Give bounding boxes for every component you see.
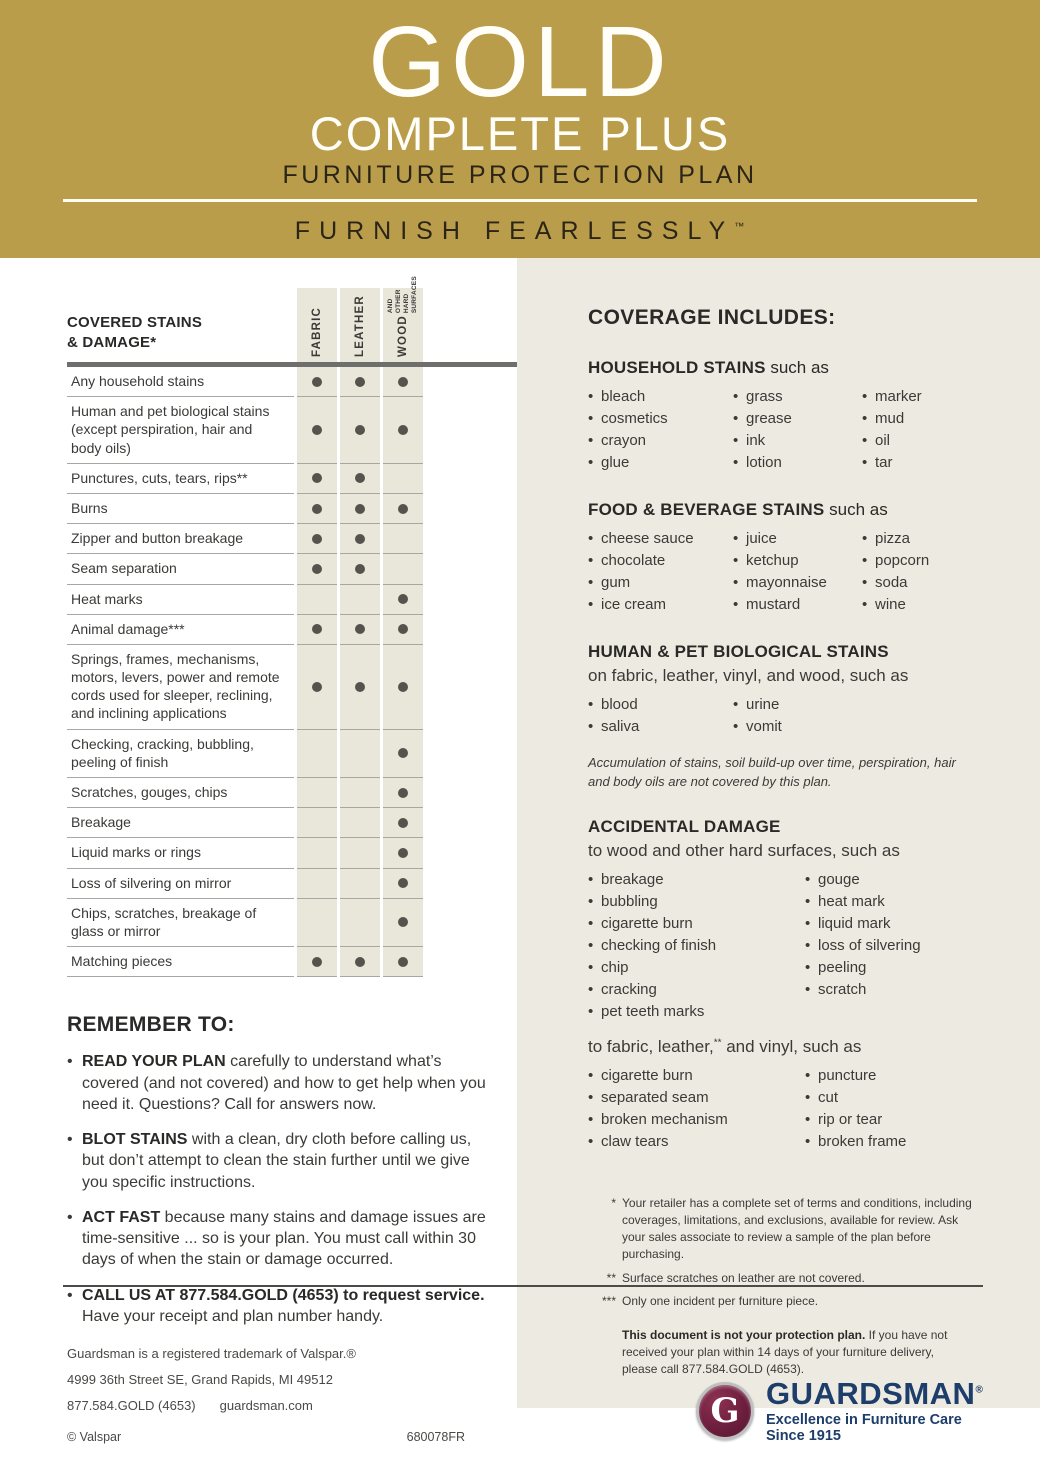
- guardsman-logo: [696, 1375, 1000, 1444]
- guardsman-wordmark: GUARDSMAN® Excellence in Furniture Care Since 1915: [766, 1378, 1000, 1444]
- list-item: • gum: [588, 572, 733, 594]
- plan-title: GOLD: [368, 6, 672, 118]
- coverage-dot: [312, 504, 322, 514]
- wood-cell: [383, 838, 423, 868]
- list-item: • glue: [588, 452, 733, 474]
- accidental-fabric-list: [588, 1065, 1000, 1153]
- table-row: [67, 397, 517, 464]
- list-item: • vomit: [733, 716, 1000, 738]
- table-row: [67, 464, 517, 494]
- copyright: © Valspar: [67, 1430, 122, 1445]
- table-row-label: Zipper and button breakage: [67, 524, 294, 554]
- table-row: [67, 615, 517, 645]
- table-row: [67, 838, 517, 868]
- coverage-dot: [355, 534, 365, 544]
- fabric-cell: [297, 367, 337, 397]
- wood-cell: [383, 808, 423, 838]
- coverage-heading: COVERAGE INCLUDES:: [588, 306, 836, 329]
- fabric-cell: [297, 808, 337, 838]
- table-header: [67, 276, 517, 362]
- list-item: • oil: [862, 430, 1000, 452]
- column-header-leather: LEATHER: [340, 288, 380, 362]
- list-item: • ketchup: [733, 550, 862, 572]
- household-stains-list: [588, 386, 1000, 474]
- fabric-cell: [297, 947, 337, 977]
- list-item: • wine: [862, 594, 1000, 616]
- remember-item: [67, 1051, 487, 1115]
- list-item: • scratch: [805, 979, 1000, 1001]
- trademark-symbol: ™: [734, 221, 746, 233]
- list-item: • bubbling: [588, 891, 805, 913]
- fabric-cell: [297, 585, 337, 615]
- list-item: • crayon: [588, 430, 733, 452]
- household-stains-section: [588, 358, 1000, 474]
- tagline-text: FURNISH FEARLESSLY: [294, 217, 735, 245]
- food-beverage-section: [588, 500, 1000, 616]
- table-body: [67, 367, 517, 977]
- table-row: [67, 730, 517, 778]
- table-row-label: Heat marks: [67, 585, 294, 615]
- footnote: [588, 1270, 980, 1287]
- fabric-cell: [297, 838, 337, 868]
- leather-cell: [340, 524, 380, 554]
- list-item: • ice cream: [588, 594, 733, 616]
- fabric-cell: [297, 730, 337, 778]
- coverage-dot: [312, 473, 322, 483]
- list-item: • liquid mark: [805, 913, 1000, 935]
- address-line: 4999 36th Street SE, Grand Rapids, MI 49512: [67, 1372, 333, 1388]
- list-item: • cheese sauce: [588, 528, 733, 550]
- remember-heading: REMEMBER TO:: [67, 1013, 235, 1037]
- table-row: [67, 869, 517, 899]
- wood-sub-label: AND OTHER HARD SURFACES: [387, 276, 418, 314]
- coverage-dot: [312, 682, 322, 692]
- wood-cell: [383, 524, 423, 554]
- list-item: • popcorn: [862, 550, 1000, 572]
- wood-cell: [383, 947, 423, 977]
- brand-slogan: Excellence in Furniture Care Since 1915: [766, 1411, 962, 1444]
- list-item: • chocolate: [588, 550, 733, 572]
- leather-cell: [340, 615, 380, 645]
- list-item: • gouge: [805, 869, 1000, 891]
- footnote-text: Only one incident per furniture piece.: [622, 1294, 819, 1309]
- list-item: • grass: [733, 386, 862, 408]
- list-item: • cracking: [588, 979, 805, 1001]
- plan-disclaimer: This document is not your protection plan. If you have not received your plan within 14 days of your furniture delivery, please call 877.584.GOLD (4653).: [622, 1328, 948, 1376]
- table-row: [67, 808, 517, 838]
- biological-stains-heading: HUMAN & PET BIOLOGICAL STAINS: [588, 642, 889, 662]
- leather-cell: [340, 730, 380, 778]
- table-row-label: Scratches, gouges, chips: [67, 778, 294, 808]
- footer-bottom-row: [67, 1425, 465, 1450]
- coverage-dot: [398, 682, 408, 692]
- list-item: • ink: [733, 430, 862, 452]
- list-item: • cut: [805, 1087, 1000, 1109]
- accidental-wood-subtitle: to wood and other hard surfaces, such as: [588, 840, 900, 860]
- covered-stains-table: [67, 276, 517, 977]
- table-row: [67, 899, 517, 947]
- household-stains-heading: HOUSEHOLD STAINS such as: [588, 358, 829, 377]
- table-row-label: Breakage: [67, 808, 294, 838]
- table-row: [67, 585, 517, 615]
- list-item: • broken frame: [805, 1131, 1000, 1153]
- table-row-label: Matching pieces: [67, 947, 294, 977]
- wood-cell: [383, 615, 423, 645]
- coverage-dot: [398, 624, 408, 634]
- coverage-dot: [398, 878, 408, 888]
- list-item: • claw tears: [588, 1131, 805, 1153]
- fabric-cell: [297, 464, 337, 494]
- table-row: [67, 554, 517, 584]
- table-row-label: Liquid marks or rings: [67, 838, 294, 868]
- food-beverage-heading: FOOD & BEVERAGE STAINS such as: [588, 500, 888, 520]
- footer-right: [588, 1375, 1000, 1466]
- masthead: [0, 0, 1040, 258]
- list-item: • pizza: [862, 528, 1000, 550]
- wood-cell: [383, 397, 423, 464]
- accidental-wood-list: [588, 869, 1000, 1023]
- table-title: [67, 313, 294, 362]
- table-row-label: Loss of silvering on mirror: [67, 869, 294, 899]
- coverage-dot: [398, 818, 408, 828]
- fabric-cell: [297, 615, 337, 645]
- coverage-dot: [398, 788, 408, 798]
- leather-cell: [340, 645, 380, 730]
- list-item: • bleach: [588, 386, 733, 408]
- table-row-label: Burns: [67, 494, 294, 524]
- food-beverage-list: [588, 528, 1000, 616]
- table-row-label: Any household stains: [67, 367, 294, 397]
- list-item: • heat mark: [805, 891, 1000, 913]
- list-item: • grease: [733, 408, 862, 430]
- remember-item-lead: READ YOUR PLAN: [82, 1053, 226, 1071]
- table-row-label: Chips, scratches, breakage of glass or mirror: [67, 899, 294, 947]
- list-item: • mud: [862, 408, 1000, 430]
- accidental-fabric-subtitle: to fabric, leather,** and vinyl, such as: [588, 1037, 862, 1057]
- table-row-label: Seam separation: [67, 554, 294, 584]
- footnote-text: Surface scratches on leather are not covered.: [622, 1270, 865, 1285]
- table-row-label: Checking, cracking, bubbling, peeling of finish: [67, 730, 294, 778]
- coverage-dot: [398, 748, 408, 758]
- remember-item-text: Have your receipt and plan number handy.: [82, 1307, 384, 1325]
- remember-item-text: because many stains and damage issues are time-sensitive ... so is your plan. You must call within 30 days of when the stain or damage occurred.: [82, 1208, 486, 1269]
- wood-cell: [383, 869, 423, 899]
- list-item: • breakage: [588, 869, 805, 891]
- list-item: • marker: [862, 386, 1000, 408]
- masthead-divider: [63, 199, 977, 202]
- coverage-dot: [312, 564, 322, 574]
- remember-item: [67, 1207, 487, 1271]
- remember-section: [67, 1013, 487, 1341]
- column-header-fabric: FABRIC: [297, 288, 337, 362]
- list-item: • rip or tear: [805, 1109, 1000, 1131]
- list-item: • peeling: [805, 957, 1000, 979]
- double-asterisk: **: [713, 1037, 722, 1049]
- left-column: [0, 258, 517, 1445]
- accumulation-note: Accumulation of stains, soil build-up over time, perspiration, hair and body oils are not covered by this plan.: [588, 755, 956, 789]
- fabric-cell: [297, 778, 337, 808]
- list-item: • urine: [733, 694, 1000, 716]
- list-item: • chip: [588, 957, 805, 979]
- footnote-mark: *: [611, 1196, 616, 1211]
- wood-cell: [383, 464, 423, 494]
- list-item: • cigarette burn: [588, 913, 805, 935]
- plan-line: FURNITURE PROTECTION PLAN: [282, 161, 758, 189]
- fabric-cell: [297, 524, 337, 554]
- table-row-label: Springs, frames, mechanisms, motors, levers, power and remote cords used for sleeper, reclining, and inclining applications: [67, 645, 294, 730]
- wood-cell: [383, 367, 423, 397]
- wood-cell: [383, 899, 423, 947]
- footnote: [588, 1195, 980, 1262]
- table-row-label: Punctures, cuts, tears, rips**: [67, 464, 294, 494]
- coverage-dot: [312, 425, 322, 435]
- biological-stains-list: [588, 694, 1000, 738]
- coverage-dot: [398, 848, 408, 858]
- fabric-cell: [297, 645, 337, 730]
- table-title-line1: COVERED STAINS: [67, 314, 203, 331]
- coverage-dot: [355, 473, 365, 483]
- content-area: [0, 258, 1040, 1445]
- remember-item-lead: CALL US AT 877.584.GOLD (4653) to request service.: [82, 1286, 485, 1304]
- leather-cell: [340, 869, 380, 899]
- footnote-mark: **: [606, 1270, 616, 1285]
- registered-symbol: ®: [975, 1384, 984, 1396]
- list-item: • loss of silvering: [805, 935, 1000, 957]
- list-item: • cosmetics: [588, 408, 733, 430]
- fabric-cell: [297, 554, 337, 584]
- document-code: 680078FR: [406, 1430, 465, 1445]
- footer-divider: [63, 1285, 983, 1287]
- coverage-dot: [355, 957, 365, 967]
- footer-left: [67, 1341, 467, 1466]
- leather-cell: [340, 494, 380, 524]
- remember-item: [67, 1129, 487, 1193]
- accidental-damage-heading: ACCIDENTAL DAMAGE: [588, 816, 781, 836]
- list-item: • tar: [862, 452, 1000, 474]
- column-header-wood: WOOD AND OTHER HARD SURFACES: [383, 288, 423, 362]
- coverage-dot: [312, 534, 322, 544]
- guardsman-badge-icon: G: [696, 1382, 754, 1440]
- leather-cell: [340, 899, 380, 947]
- remember-item-lead: BLOT STAINS: [82, 1131, 188, 1149]
- list-item: • lotion: [733, 452, 862, 474]
- table-title-line2: & DAMAGE*: [67, 333, 157, 351]
- footnote-text: Your retailer has a complete set of terms and conditions, including coverages, limitations, and exclusions, available for review. Ask your sales associate to review a sample of the plan before purchasing.: [622, 1196, 972, 1261]
- leather-cell: [340, 947, 380, 977]
- biological-stains-section: [588, 642, 1000, 790]
- coverage-dot: [398, 957, 408, 967]
- table-row-label: Human and pet biological stains (except perspiration, hair and body oils): [67, 397, 294, 464]
- wood-cell: [383, 778, 423, 808]
- coverage-dot: [398, 594, 408, 604]
- list-item: • separated seam: [588, 1087, 805, 1109]
- table-row: [67, 645, 517, 730]
- leather-cell: [340, 838, 380, 868]
- coverage-dot: [312, 377, 322, 387]
- website: guardsman.com: [219, 1398, 313, 1414]
- list-item: • juice: [733, 528, 862, 550]
- remember-item-text: carefully to understand what’s covered (and not covered) and how to get help when you need it. Questions? Call for answers now.: [82, 1053, 486, 1113]
- fabric-cell: [297, 899, 337, 947]
- coverage-dot: [312, 957, 322, 967]
- footnotes: [588, 1195, 980, 1317]
- list-item: • checking of finish: [588, 935, 805, 957]
- remember-item: [67, 1285, 487, 1328]
- table-row: [67, 524, 517, 554]
- coverage-dot: [355, 377, 365, 387]
- list-item: • puncture: [805, 1065, 1000, 1087]
- coverage-dot: [398, 425, 408, 435]
- table-row-label: Animal damage***: [67, 615, 294, 645]
- trademark-line: Guardsman is a registered trademark of Valspar.®: [67, 1346, 356, 1362]
- coverage-dot: [355, 624, 365, 634]
- coverage-dot: [398, 504, 408, 514]
- leather-cell: [340, 554, 380, 584]
- leather-cell: [340, 808, 380, 838]
- leather-cell: [340, 367, 380, 397]
- coverage-dot: [355, 504, 365, 514]
- wood-cell: [383, 730, 423, 778]
- brand-tagline: [0, 217, 1040, 246]
- fabric-cell: [297, 494, 337, 524]
- remember-item-text: with a clean, dry cloth before calling us, but don’t attempt to clean the stain further until we give you specific instructions.: [82, 1131, 472, 1191]
- leather-cell: [340, 397, 380, 464]
- coverage-dot: [355, 682, 365, 692]
- remember-item-lead: ACT FAST: [82, 1208, 161, 1226]
- footnote: [588, 1293, 980, 1310]
- fabric-cell: [297, 869, 337, 899]
- coverage-dot: [355, 425, 365, 435]
- biological-stains-subtitle: on fabric, leather, vinyl, and wood, such as: [588, 666, 909, 686]
- list-item: • mayonnaise: [733, 572, 862, 594]
- fabric-cell: [297, 397, 337, 464]
- list-item: • blood: [588, 694, 733, 716]
- plan-subtitle: COMPLETE PLUS: [309, 107, 731, 160]
- list-item: • saliva: [588, 716, 733, 738]
- leather-cell: [340, 585, 380, 615]
- table-row: [67, 947, 517, 977]
- coverage-dot: [312, 624, 322, 634]
- list-item: • cigarette burn: [588, 1065, 805, 1087]
- phone-number: 877.584.GOLD (4653): [67, 1398, 196, 1414]
- leather-cell: [340, 464, 380, 494]
- list-item: • soda: [862, 572, 1000, 594]
- table-row: [67, 494, 517, 524]
- coverage-dot: [398, 377, 408, 387]
- footnote-mark: ***: [601, 1294, 616, 1309]
- coverage-panel: [517, 258, 1040, 1444]
- wood-cell: [383, 645, 423, 730]
- wood-cell: [383, 554, 423, 584]
- accidental-damage-section: [588, 817, 1000, 1154]
- leather-cell: [340, 778, 380, 808]
- coverage-dot: [355, 564, 365, 574]
- wood-cell: [383, 494, 423, 524]
- coverage-dot: [398, 917, 408, 927]
- table-row: [67, 778, 517, 808]
- list-item: • mustard: [733, 594, 862, 616]
- table-row: [67, 367, 517, 397]
- list-item: • pet teeth marks: [588, 1001, 805, 1023]
- list-item: • broken mechanism: [588, 1109, 805, 1131]
- wood-cell: [383, 585, 423, 615]
- contact-line: [67, 1393, 467, 1419]
